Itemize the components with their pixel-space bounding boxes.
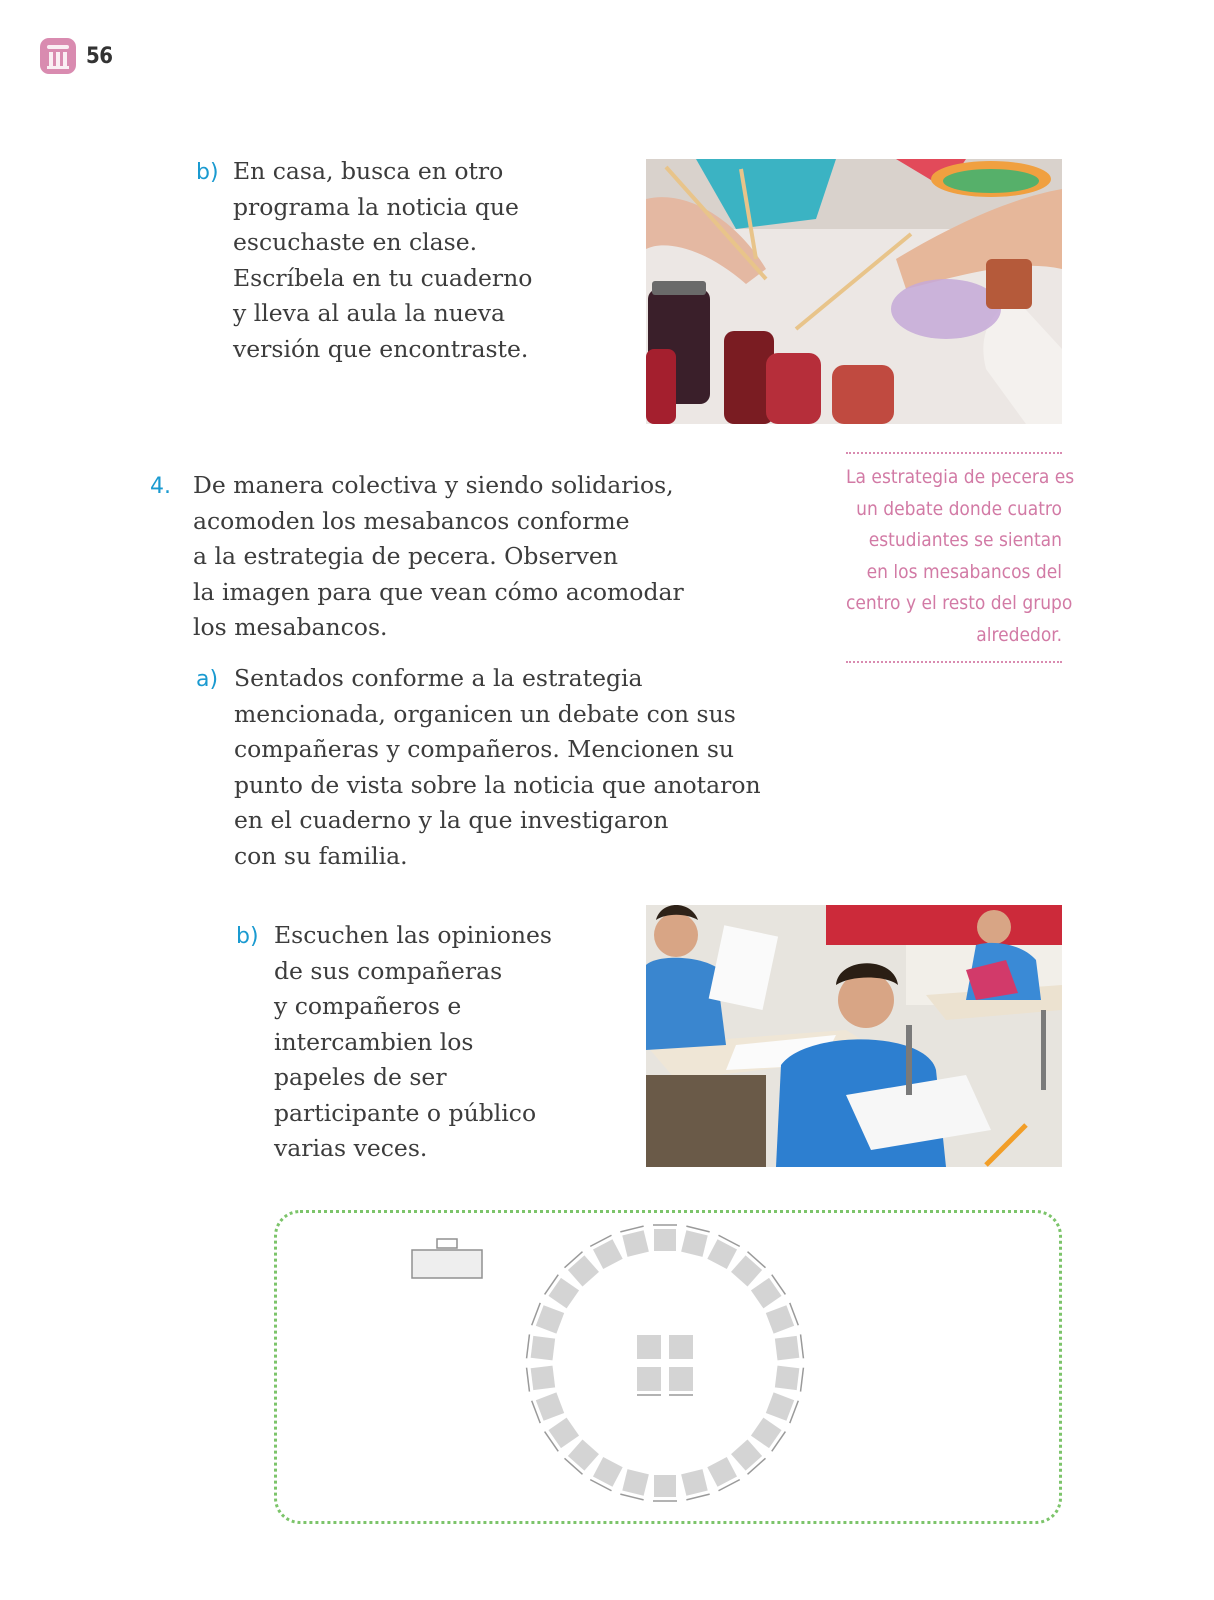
paragraph-3b (233, 154, 532, 367)
text-line: Escuchen las opiniones (274, 921, 552, 949)
note-line: La estrategia de pecera es (846, 466, 1075, 488)
text-line: varias veces. (274, 1134, 428, 1162)
outer-desk (653, 1225, 677, 1251)
text-line: la imagen para que vean cómo acomodar (193, 577, 684, 606)
photo-classroom-students (646, 905, 1062, 1167)
page-number: 56 (86, 43, 113, 69)
outer-desk (706, 1457, 739, 1491)
text-line: los mesabancos. (193, 613, 388, 641)
photo-painting-jars (646, 159, 1062, 424)
text-line: Escríbela en tu cuaderno (233, 263, 533, 292)
text-line: y lleva al aula la nueva (233, 299, 506, 327)
outer-desk (545, 1417, 580, 1452)
text-line: participante o público (274, 1098, 537, 1127)
text-line: de sus compañeras (274, 956, 503, 985)
list-marker-b: b) (196, 160, 219, 185)
outer-desk (590, 1457, 623, 1491)
fishbowl-seating-diagram (274, 1210, 1062, 1524)
outer-desk (527, 1334, 556, 1361)
note-line: alrededor. (976, 623, 1062, 646)
outer-desk (680, 1469, 710, 1500)
outer-desk (775, 1365, 804, 1392)
outer-desk (545, 1275, 580, 1310)
outer-desk (527, 1365, 556, 1392)
seating-diagram-svg (277, 1213, 1058, 1520)
text-line: con su familia. (234, 841, 408, 870)
decorative-glyph-icon (40, 38, 76, 74)
outer-desk (775, 1334, 804, 1361)
outer-desk (765, 1391, 798, 1423)
outer-desk (750, 1417, 785, 1452)
text-line: punto de vista sobre la noticia que anotaron (234, 770, 761, 799)
outer-desk (590, 1235, 623, 1269)
center-desk (669, 1367, 693, 1395)
outer-desk (620, 1469, 650, 1500)
page-header (40, 38, 113, 74)
text-line: versión que encontraste. (233, 334, 529, 363)
outer-desk (750, 1275, 785, 1310)
center-desk (637, 1335, 661, 1359)
outer-desk-ring (527, 1225, 804, 1501)
center-desk-group (637, 1335, 693, 1395)
text-line: Sentados conforme a la estrategia (234, 664, 643, 692)
paragraph-item-4 (193, 468, 684, 646)
text-line: acomoden los mesabancos conforme (193, 506, 630, 535)
text-line: y compañeros e (274, 992, 462, 1020)
text-line: escuchaste en clase. (233, 228, 478, 256)
outer-desk (620, 1226, 650, 1257)
center-desk (669, 1335, 693, 1359)
text-line: a la estrategia de pecera. Observen (193, 542, 618, 570)
note-line: centro y el resto del grupo (846, 592, 1073, 614)
note-line: en los mesabancos del (866, 560, 1062, 583)
center-desk (637, 1367, 661, 1395)
text-line: mencionada, organicen un debate con sus (234, 699, 736, 728)
outer-desk (765, 1303, 798, 1335)
outer-desk (680, 1226, 710, 1257)
outer-desk (532, 1391, 565, 1423)
outer-desk (565, 1252, 600, 1287)
text-line: En casa, busca en otro (233, 157, 504, 185)
outer-desk (532, 1303, 565, 1335)
text-line: en el cuaderno y la que investigaron (234, 806, 669, 834)
list-marker-b: b) (236, 924, 259, 949)
paragraph-item-4a (234, 661, 761, 874)
teacher-desk (412, 1239, 482, 1278)
text-line: De manera colectiva y siendo solidarios, (193, 471, 674, 499)
text-line: programa la noticia que (233, 192, 519, 221)
list-marker-a: a) (196, 667, 219, 692)
note-line: un debate donde cuatro (856, 497, 1062, 520)
text-line: compañeras y compañeros. Mencionen su (234, 735, 735, 763)
text-line: intercambien los (274, 1027, 474, 1056)
list-number-4: 4. (150, 474, 171, 499)
paragraph-item-4b (274, 918, 552, 1167)
outer-desk (706, 1235, 739, 1269)
outer-desk (565, 1439, 600, 1474)
outer-desk (653, 1475, 677, 1501)
outer-desk (730, 1252, 765, 1287)
outer-desk (730, 1439, 765, 1474)
note-line: estudiantes se sientan (868, 529, 1062, 551)
text-line: papeles de ser (274, 1063, 447, 1091)
side-note-definition (846, 452, 1075, 663)
